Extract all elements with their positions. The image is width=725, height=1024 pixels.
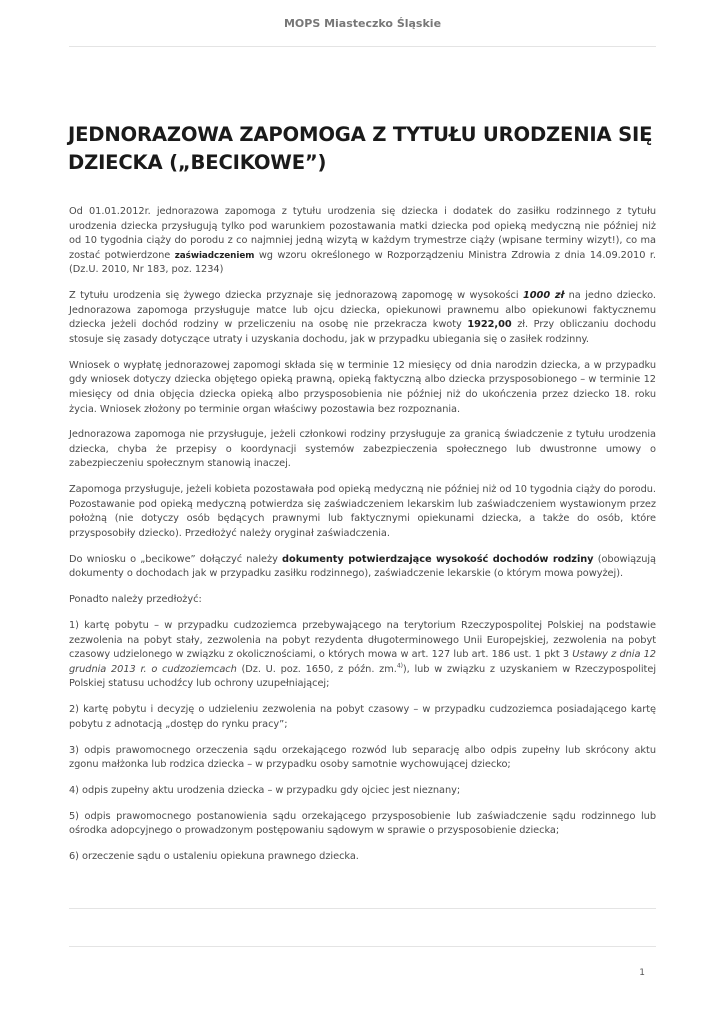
benefit-amount: 1000 zł [523,290,565,302]
article-body [69,205,656,876]
list-item: 6) orzeczenie sądu o ustaleniu opiekuna prawnego dziecka. [69,851,359,863]
list-item: 3) odpis prawomocnego orzeczenia sądu orzekającego rozwód lub separację albo odpis zupełny lub skrócony aktu zgonu małżonka lub rodzica dziecka – w przypadku osoby samotnie wychowującej dziecko; [69,744,656,771]
income-limit: 1922,00 [467,319,512,331]
paragraph-deadline: Wniosek o wypłatę jednorazowej zapomogi składa się w terminie 12 miesięcy od dnia narodzin dziecka, a w przypadku gdy wniosek dotyczy dziecka objętego opieką prawną, opieką faktyczną albo dziecka przysposobionego – w terminie 12 miesięcy od dnia objęcia dziecka opieką albo przysposobienia nie później niż do ukończenia przez dziecko 18. roku życia. Wniosek złożony po terminie organ właściwy pozostawia bez rozpoznania. [69,359,656,415]
list-item: 2) kartę pobytu i decyzję o udzieleniu zezwolenia na pobyt czasowy – w przypadku cudzoziemca posiadającego kartę pobytu z adnotacją „dostęp do rynku pracy”; [69,704,656,730]
list-item: 4) odpis zupełny aktu urodzenia dziecka – w przypadku gdy ojciec jest nieznany; [69,784,461,796]
paragraph-additional: Ponadto należy przedłożyć: [69,594,202,606]
page-title: JEDNORAZOWA ZAPOMOGA Z TYTUŁU URODZENIA SIĘ DZIECKA („BECIKOWE”) [68,123,653,174]
paragraph-amount: Z tytułu urodzenia się żywego dziecka przyznaje się jednorazową zapomogę w wysokości 1000 zł na jedno dziecko. Jednorazowa zapomoga przysługuje matce lub ojcu dziecka, opiekunowi prawnemu albo opiekunowi faktycznemu dziecka jeżeli dochód rodziny w przeliczeniu na osobę nie przekracza kwoty 1922,00 zł. Przy obliczaniu dochodu stosuje się zasady dotyczące utraty i uzyskania dochodu, jak w przypadku ubiegania się o zasiłek rodzinny. [69,290,656,345]
list-item: 1) kartę pobytu – w przypadku cudzoziemca przebywającego na terytorium Rzeczypospolitej Polskiej na podstawie zezwolenia na pobyt stały, zezwolenia na pobyt rezydenta długoterminowego Unii Europejskiej, zezwolenia na pobyt czasowy udzielonego w związku z okolicznościami, o których mowa w art. 127 lub art. 186 ust. 1 pkt 3 Ustawy z dnia 12 grudnia 2013 r. o cudzoziemcach (Dz. U. poz. 1650, z późn. zm.$^{4)}$), lub w związku z uzyskaniem w Rzeczypospolitej Polskiej statusu uchodźcy lub ochrony uzupełniającej; [69,619,656,690]
site-header: MOPS Miasteczko Śląskie [283,17,442,30]
footer-divider [69,946,656,947]
header-divider [69,46,656,47]
income-documents: dokumenty potwierdzające wysokość dochodów rodziny [282,553,594,565]
footer-divider [69,908,656,909]
page-number: 1 [639,968,645,978]
paragraph-medical-care: Zapomoga przysługuje, jeżeli kobieta pozostawała pod opieką medyczną nie później niż od 10 tygodnia ciąży do porodu. Pozostawanie pod opieką medyczną potwierdza się zaświadczeniem lekarskim lub zaświadczeniem wystawionym przez położną (nie dotyczy osób będących prawnymi lub faktycznymi opiekunami dziecka, a także do osób, które przysposobiły dziecko). Przedłożyć należy oryginał zaświadczenia. [69,484,656,540]
certificate-term: zaświadczeniem [174,250,255,261]
paragraph-documents: Do wniosku o „becikowe” dołączyć należy dokumenty potwierdzające wysokość dochodów rodziny (obowiązują dokumenty o dochodach jak w przypadku zasiłku rodzinnego), zaświadczenie lekarskie (o którym mowa powyżej). [69,553,657,580]
paragraph-eligibility: Od 01.01.2012r. jednorazowa zapomoga z tytułu urodzenia się dziecka i dodatek do zasiłku rodzinnego z tytułu urodzenia dziecka przysługują tylko pod warunkiem pozostawania matki dziecka pod opieką medyczną nie później niż od 10 tygodnia ciąży do porodu z co najmniej jedną wizytą w każdym trymestrze ciąży (wpisane terminy wizyt!), co ma zostać potwierdzone zaświadczeniem wg wzoru określonego w Rozporządzeniu Ministra Zdrowia z dnia 14.09.2010 r. (Dz.U. 2010, Nr 183, poz. 1234) [69,206,656,276]
list-item: 5) odpis prawomocnego postanowienia sądu orzekającego przysposobienie lub zaświadczenie sądu rodzinnego lub ośrodka adopcyjnego o prowadzonym postępowaniu sądowym w sprawie o przysposobienie dziecka; [69,810,656,837]
paragraph-exclusion: Jednorazowa zapomoga nie przysługuje, jeżeli członkowi rodziny przysługuje za granicą świadczenie z tytułu urodzenia dziecka, chyba że przepisy o koordynacji systemów zabezpieczenia społecznego lub dwustronne umowy o zabezpieczeniu społecznym stanowią inaczej. [69,429,656,470]
